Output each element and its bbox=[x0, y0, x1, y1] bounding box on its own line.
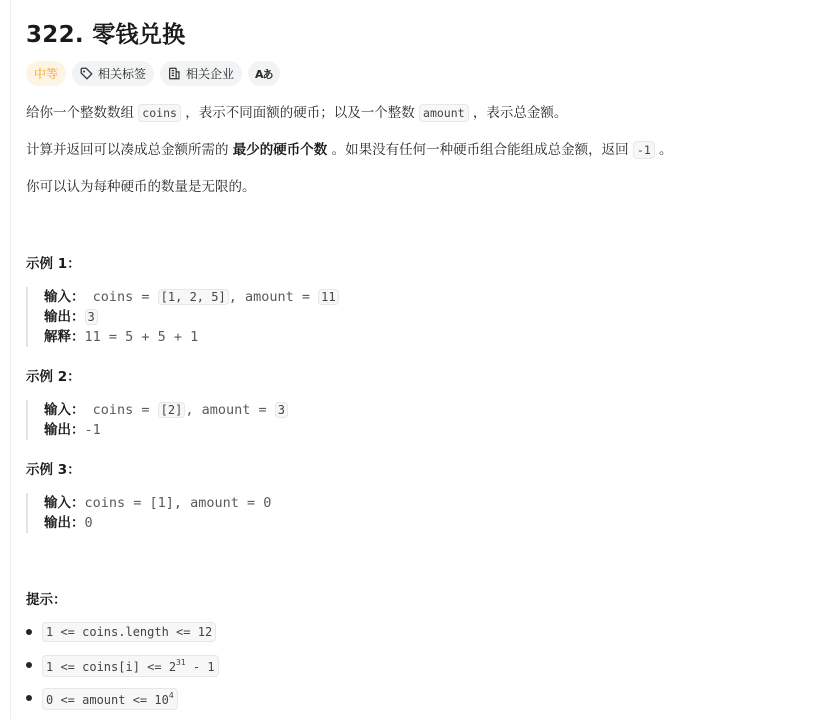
constraints-title: 提示： bbox=[26, 592, 67, 608]
related-companies-label: 相关企业 bbox=[186, 67, 235, 81]
translate-button[interactable] bbox=[248, 61, 280, 86]
output-value: 3 bbox=[85, 309, 98, 325]
related-tags-button[interactable] bbox=[72, 61, 154, 86]
example-2-title: 示例 2： bbox=[26, 369, 81, 385]
constraint-item bbox=[26, 622, 219, 655]
output-value: 0 bbox=[84, 515, 93, 531]
output-label: 输出： bbox=[44, 422, 85, 438]
example-2-block bbox=[26, 400, 288, 440]
example-1-explanation bbox=[44, 327, 339, 347]
input-label: 输入： bbox=[44, 289, 85, 305]
constraint-code bbox=[42, 688, 178, 710]
tag-row bbox=[26, 61, 280, 86]
constraint-item bbox=[26, 655, 219, 688]
translate-icon: Aあ bbox=[255, 67, 273, 81]
explanation-label: 解释： bbox=[44, 329, 85, 345]
constraint-base: 0 <= amount <= 10 bbox=[46, 693, 169, 707]
desc-text: 计算并返回可以凑成总金额所需的 bbox=[26, 142, 229, 158]
constraint-exponent: 31 bbox=[176, 658, 186, 667]
related-companies-button[interactable] bbox=[160, 61, 242, 86]
desc-emphasis: 最少的硬币个数 bbox=[232, 142, 328, 158]
left-divider bbox=[10, 0, 11, 719]
example-3-output bbox=[44, 513, 271, 533]
input-text: coins = bbox=[92, 402, 158, 418]
output-label: 输出： bbox=[44, 515, 85, 531]
input-text: , amount = bbox=[185, 402, 275, 418]
example-3-title: 示例 3： bbox=[26, 462, 81, 478]
example-1-block bbox=[26, 287, 339, 347]
desc-text: ，表示不同面额的硬币；以及一个整数 bbox=[185, 105, 415, 121]
desc-text: 给你一个整数数组 bbox=[26, 105, 134, 121]
example-2-output bbox=[44, 420, 288, 440]
input-coins-value: [2] bbox=[158, 402, 186, 418]
constraints-list bbox=[26, 622, 219, 721]
constraint-tail: - 1 bbox=[185, 660, 215, 674]
example-2-input bbox=[44, 400, 288, 420]
description-paragraph-3: 你可以认为每种硬币的数量是无限的。 bbox=[26, 179, 256, 195]
difficulty-label: 中等 bbox=[34, 67, 59, 81]
input-coins-value: [1, 2, 5] bbox=[158, 289, 229, 305]
input-label: 输入： bbox=[44, 402, 85, 418]
difficulty-badge[interactable] bbox=[26, 61, 66, 86]
example-1-title: 示例 1： bbox=[26, 256, 81, 272]
inline-code-minus-one: -1 bbox=[633, 141, 655, 159]
input-amount-value: 11 bbox=[318, 289, 338, 305]
description-paragraph-2 bbox=[26, 140, 673, 160]
example-3-block bbox=[26, 493, 271, 533]
inline-code-coins: coins bbox=[138, 104, 181, 122]
input-text: coins = bbox=[92, 289, 158, 305]
input-text: , amount = bbox=[228, 289, 319, 305]
constraint-base: 1 <= coins[i] <= 2 bbox=[46, 660, 177, 674]
output-label: 输出： bbox=[44, 309, 85, 325]
constraint-code: 1 <= coins.length <= 12 bbox=[42, 622, 216, 642]
desc-text: 。 bbox=[659, 142, 673, 158]
constraint-item bbox=[26, 688, 219, 721]
example-3-input bbox=[44, 493, 271, 513]
constraint-exponent: 4 bbox=[168, 691, 174, 700]
desc-text: ，表示总金额。 bbox=[472, 105, 568, 121]
inline-code-amount: amount bbox=[419, 104, 469, 122]
related-tags-label: 相关标签 bbox=[98, 67, 147, 81]
explanation-value: 11 = 5 + 5 + 1 bbox=[84, 329, 199, 345]
tag-icon bbox=[80, 67, 93, 80]
output-value: -1 bbox=[84, 422, 101, 438]
building-icon bbox=[168, 67, 181, 80]
description-paragraph-1 bbox=[26, 103, 567, 123]
example-1-output bbox=[44, 307, 339, 327]
desc-text: 。如果没有任何一种硬币组合能组成总金额，返回 bbox=[331, 142, 629, 158]
input-value: coins = [1], amount = 0 bbox=[84, 495, 272, 511]
problem-title: 322. 零钱兑换 bbox=[26, 22, 186, 48]
example-1-input bbox=[44, 287, 339, 307]
constraint-code bbox=[42, 655, 219, 677]
input-label: 输入： bbox=[44, 495, 85, 511]
input-amount-value: 3 bbox=[275, 402, 288, 418]
